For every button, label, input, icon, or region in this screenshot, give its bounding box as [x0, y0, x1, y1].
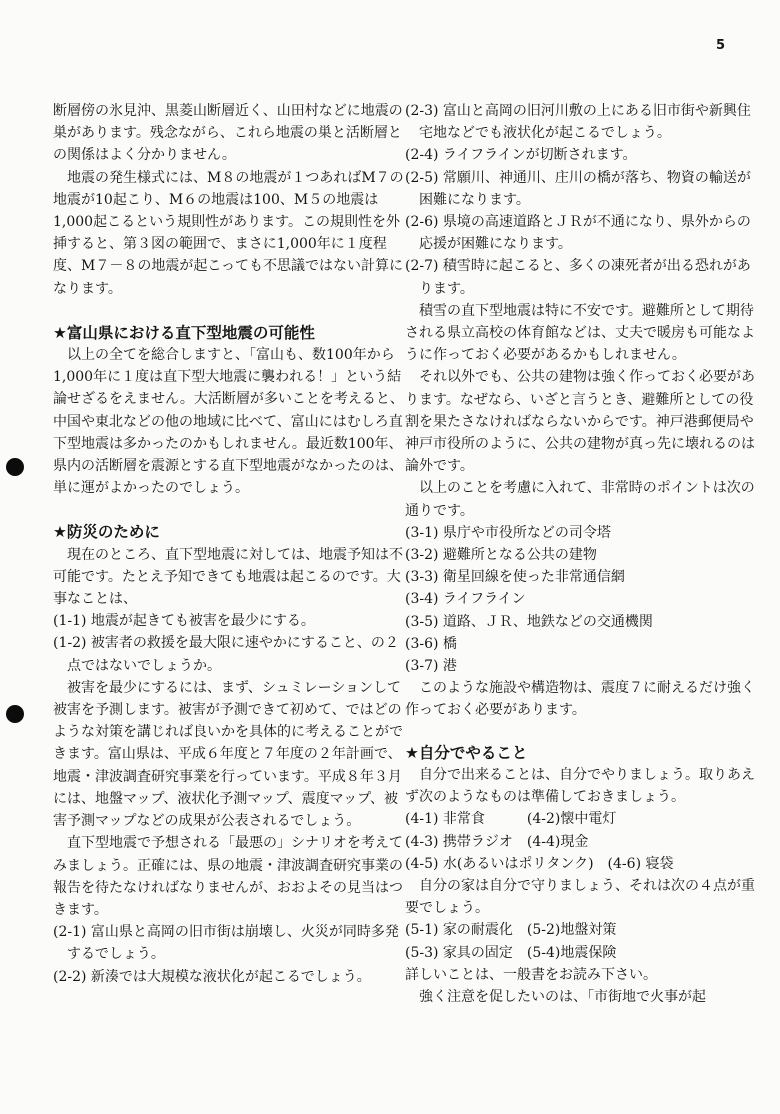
paragraph: 積雪の直下型地震は特に不安です。避難所として期待される県立高校の体育館などは、丈夫で暖房も可能なように作っておく必要があるかもしれません。: [405, 302, 755, 364]
list-item: (3-6) 橋: [405, 635, 457, 652]
paragraph: 直下型地震で予想される「最悪の」シナリオを考えてみましょう。正確には、県の地震・津波調査研究事業の報告を待たなければなりませんが、おおよその見当はつきます。: [53, 835, 403, 918]
paragraph: 自分の家は自分で守りましょう、それは次の４点が重要でしょう。: [405, 877, 755, 917]
section-heading: ★自分でやること: [405, 743, 528, 762]
list-item: (2-7) 積雪時に起こると、多くの凍死者が出る恐れがあります。: [405, 258, 751, 297]
list-item: (3-7) 港: [405, 658, 457, 675]
list-item: (3-5) 道路、ＪＲ、地鉄などの交通機関: [405, 613, 653, 630]
list-item: (3-4) ライフライン: [405, 591, 526, 608]
right-column: [405, 100, 763, 1008]
paragraph: 断層傍の氷見沖、黒菱山断層近く、山田村などに地震の巣があります。残念ながら、これら地震の巣と活断層との関係はよく分かりません。: [53, 103, 403, 164]
paragraph: 詳しいことは、一般書をお読み下さい。: [405, 966, 657, 983]
left-column: [53, 100, 411, 988]
list-item: (3-2) 避難所となる公共の建物: [405, 547, 597, 564]
paragraph: 以上のことを考慮に入れて、非常時のポイントは次の通りです。: [405, 480, 755, 519]
paragraph: 現在のところ、直下型地震に対しては、地震予知は不可能です。たとえ予知できても地震は起こるのです。大事なことは、: [53, 546, 403, 608]
list-item: (1-1) 地震が起きても被害を最少にする。: [53, 613, 315, 630]
list-item: (5-1) 家の耐震化 (5-2)地盤対策: [405, 922, 617, 939]
binder-hole: [6, 458, 24, 476]
list-item: (3-3) 衛星回線を使った非常通信網: [405, 569, 625, 586]
section-heading: ★富山県における直下型地震の可能性: [53, 323, 315, 342]
list-item: (2-4) ライフラインが切断されます。: [405, 147, 637, 164]
section-heading: ★防災のために: [53, 523, 160, 542]
paragraph: このような施設や構造物は、震度７に耐えるだけ強く作っておく必要があります。: [405, 680, 755, 719]
list-item: (2-3) 富山と高岡の旧河川敷の上にある旧市街や新興住宅地などでも液状化が起こるでしょう。: [405, 103, 751, 142]
list-item: (4-1) 非常食 (4-2)懐中電灯: [405, 811, 617, 828]
paragraph: 自分で出来ることは、自分でやりましょう。取りあえず次のようなものは準備しておきましょう。: [405, 766, 755, 806]
paragraph: 以上の全てを総合しますと、「富山も、数100年から1,000年に１度は直下型大地震に襲われる！」という結論せざるをえません。大活断層が多いことを考えると、中国や東北などの他の地域に比べて、富山にはむしろ直下型地震は多かったのかもしれません。最近数100年、県内の活断層を震源とする直下型地震がなかったのは、単に運がよかったのでしょう。: [53, 347, 404, 497]
list-item: (2-5) 常願川、神通川、庄川の橋が落ち、物資の輸送が困難になります。: [405, 169, 751, 208]
paragraph: それ以外でも、公共の建物は強く作っておく必要があります。なぜなら、いざと言うとき、避難所としての役割を果たさなければならないからです。神戸港郵便局や神戸市役所のように、公共の建物が真っ先に壊れるのは論外です。: [405, 369, 755, 475]
list-item: (1-2) 被害者の救援を最大限に速やかにすること、の２点ではないでしょうか。: [53, 635, 399, 674]
list-item: (4-3) 携帯ラジオ (4-4)現金: [405, 833, 589, 850]
paragraph: 強く注意を促したいのは、「市街地で火事が起: [419, 988, 706, 1005]
list-item: (3-1) 県庁や市役所などの司令塔: [405, 524, 611, 541]
paragraph: 地震の発生様式には、M８の地震が１つあればM７の地震が10起こり、M６の地震は100、M５の地震は1,000起こるという規則性があります。この規則性を外挿すると、第３図の範囲で、まさに1,000年に１度程度、M７－８の地震が起こっても不思議ではない計算になります。: [53, 169, 404, 297]
page-number: 5: [716, 38, 726, 53]
list-item: (2-1) 富山県と高岡の旧市街は崩壊し、火災が同時多発するでしょう。: [53, 924, 399, 963]
list-item: (2-2) 新湊では大規模な液状化が起こるでしょう。: [53, 968, 371, 985]
paragraph: 被害を最少にするには、まず、シュミレーションして被害を予測します。被害が予測できて初めて、ではどのような対策を講じれば良いかを具体的に考えることができます。富山県は、平成６年度と７年度の２年計画で、地震・津波調査研究事業を行っています。平成８年３月には、地盤マップ、液状化予測マップ、震度マップ、被害予測マップなどの成果が公表されるでしょう。: [53, 679, 403, 830]
list-item: (5-3) 家具の固定 (5-4)地震保険: [405, 944, 617, 961]
list-item: (2-6) 県境の高速道路とＪＲが不通になり、県外からの応援が困難になります。: [405, 214, 751, 253]
list-item: (4-5) 水(あるいはポリタンク) (4-6) 寝袋: [405, 855, 674, 872]
binder-hole: [6, 705, 24, 723]
